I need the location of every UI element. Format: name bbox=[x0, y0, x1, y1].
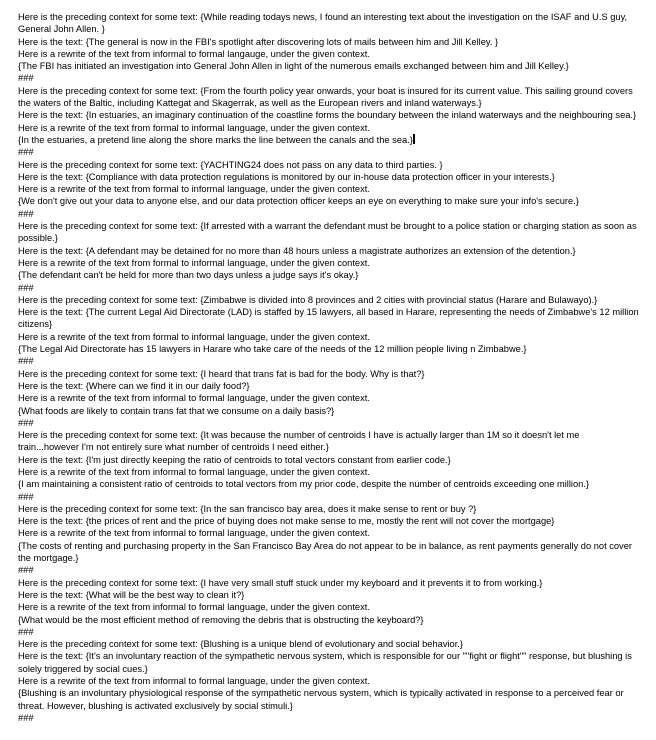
context-line: Here is the preceding context for some text: {I have very small stuff stuck under my keyboard and it prevents it to from working.} bbox=[18, 577, 543, 588]
source-text-line: Here is the text: {I'm just directly keeping the ratio of centroids to total vectors constant from earlier code.} bbox=[18, 454, 451, 465]
context-line: Here is the preceding context for some text: {In the san francisco bay area, does it make sense to rent or buy ?} bbox=[18, 503, 477, 514]
context-line: Here is the preceding context for some text: {While reading todays news, I found an interesting text about the investigation on the ISAF and U.S guy, General John Allen. } bbox=[18, 12, 630, 35]
rewritten-text-line: {The defendant can't be held for more than two days unless a judge says it's okay.} bbox=[18, 270, 359, 281]
source-text-line: Here is the text: {The current Legal Aid Directorate (LAD) is staffed by 15 lawyers, all based in Harare, representing the needs of Zimbabwe's 12 million citizens} bbox=[18, 307, 642, 330]
rewritten-text-line: {We don't give out your data to anyone else, and our data protection officer keeps an eye on everything to make sure your info's secure.} bbox=[18, 196, 579, 207]
prompt-block bbox=[18, 429, 642, 503]
context-line: Here is the preceding context for some text: {Blushing is a unique blend of evolutionary and social behavior.} bbox=[18, 639, 463, 650]
source-text-line: Here is the text: {Compliance with data protection regulations is monitored by our in-house data protection officer in your interests.} bbox=[18, 171, 555, 182]
rewrite-instruction-line: Here is a rewrite of the text from informal to formal language, under the given context. bbox=[18, 676, 370, 687]
prompt-block bbox=[18, 577, 642, 638]
rewritten-text-line bbox=[18, 134, 642, 146]
prompt-block bbox=[18, 220, 642, 294]
context-line: Here is the preceding context for some text: {It was because the number of centroids I have is actually larger than 1M so it doesn't let me train...however I'm not entirely sure what number of centroids I need either.} bbox=[18, 430, 583, 453]
separator-line: ### bbox=[18, 73, 34, 84]
source-text-line: Here is the text: {Where can we find it in our daily food?} bbox=[18, 380, 250, 391]
rewrite-instruction-line: Here is a rewrite of the text from informal to formal language, under the given context. bbox=[18, 602, 370, 613]
rewrite-instruction-line: Here is a rewrite of the text from formal to informal language, under the given context. bbox=[18, 122, 370, 133]
separator-line: ### bbox=[18, 208, 34, 219]
prompt-block bbox=[18, 638, 642, 724]
rewrite-instruction-line: Here is a rewrite of the text from formal to informal language, under the given context. bbox=[18, 257, 370, 268]
source-text-line: Here is the text: {What will be the best way to clean it?} bbox=[18, 589, 245, 600]
context-line: Here is the preceding context for some text: {I heard that trans fat is bad for the body. Why is that?} bbox=[18, 368, 425, 379]
rewritten-text: {In the estuaries, a pretend line along the shore marks the line between the canals and the sea.} bbox=[18, 134, 413, 145]
context-line: Here is the preceding context for some text: {Zimbabwe is divided into 8 provinces and 2 cities with provincial status (Harare and Bulawayo).} bbox=[18, 294, 598, 305]
separator-line: ### bbox=[18, 491, 34, 502]
prompt-block bbox=[18, 503, 642, 577]
prompt-block bbox=[18, 159, 642, 220]
rewritten-text-line: {Blushing is an involuntary physiological response of the sympathetic nervous system, which is typically activated in response to a perceived fear or threat. However, blushing is activated exclusively by social stimuli.} bbox=[18, 688, 627, 711]
rewritten-text-line: {What foods are likely to contain trans fat that we consume on a daily basis?} bbox=[18, 405, 335, 416]
prompt-block bbox=[18, 85, 642, 159]
separator-line: ### bbox=[18, 626, 34, 637]
context-line: Here is the preceding context for some text: {If arrested with a warrant the defendant must be brought to a police station or charging station as soon as possible.} bbox=[18, 221, 640, 244]
rewrite-instruction-line: Here is a rewrite of the text from formal to informal language, under the given context. bbox=[18, 184, 370, 195]
separator-line: ### bbox=[18, 282, 34, 293]
source-text-line: Here is the text: {It's an involuntary reaction of the sympathetic nervous system, which is responsible for our ""fight or flight"" response, but blushing is solely triggered by social cues.} bbox=[18, 651, 635, 674]
context-line: Here is the preceding context for some text: {From the fourth policy year onwards, your boat is insured for its current value. This sailing ground covers the waters of the Baltic, including Kattegat and Skagerrak, as well as the European rivers and inland waterways.} bbox=[18, 85, 636, 109]
rewrite-instruction-line: Here is a rewrite of the text from informal to formal langauge, under the given context. bbox=[18, 48, 370, 59]
source-text-line: Here is the text: {In estuaries, an imaginary continuation of the coastline forms the boundary between the inland waterways and the neighbouring sea.} bbox=[18, 110, 637, 121]
rewritten-text-line: {The Legal Aid Directorate has 15 lawyers in Harare who take care of the needs of the 12 million people living n Zimbabwe.} bbox=[18, 344, 527, 355]
rewrite-instruction-line: Here is a rewrite of the text from informal to formal language, under the given context. bbox=[18, 466, 370, 477]
separator-line: ### bbox=[18, 356, 34, 367]
rewritten-text-line: {I am maintaining a consistent ratio of centroids to total vectors from my prior code, despite the number of centroids exceeding one million.} bbox=[18, 479, 590, 490]
rewrite-instruction-line: Here is a rewrite of the text from informal to formal language, under the given context. bbox=[18, 528, 370, 539]
prompt-block bbox=[18, 11, 642, 85]
source-text-line: Here is the text: {the prices of rent and the price of buying does not make sense to me, mostly the rent will not cover the mortgage} bbox=[18, 516, 555, 527]
separator-line: ### bbox=[18, 565, 34, 576]
prompt-block bbox=[18, 368, 642, 429]
rewrite-instruction-line: Here is a rewrite of the text from formal to informal language, under the given context. bbox=[18, 331, 370, 342]
source-text-line: Here is the text: {The general is now in the FBI's spotlight after discovering lots of mails between him and Jill Kelley. } bbox=[18, 36, 499, 47]
context-line: Here is the preceding context for some text: {YACHTING24 does not pass on any data to third parties. } bbox=[18, 159, 443, 170]
separator-line: ### bbox=[18, 712, 34, 723]
rewritten-text-line: {The costs of renting and purchasing property in the San Francisco Bay Area do not appear to be in balance, as rent payments generally do not cover the mortgage.} bbox=[18, 540, 635, 564]
rewritten-text-line: {The FBI has initiated an investigation into General John Allen in light of the numerous emails exchanged between him and Jill Kelley.} bbox=[18, 61, 569, 72]
separator-line: ### bbox=[18, 417, 34, 428]
rewrite-instruction-line: Here is a rewrite of the text from informal to formal language, under the given context. bbox=[18, 393, 370, 404]
text-cursor bbox=[413, 134, 415, 144]
prompt-block bbox=[18, 294, 642, 368]
source-text-line: Here is the text: {A defendant may be detained for no more than 48 hours unless a magistrate authorizes an extension of the detention.} bbox=[18, 245, 576, 256]
rewritten-text-line: {What would be the most efficient method of removing the debris that is obstructing the keyboard?} bbox=[18, 614, 424, 625]
separator-line: ### bbox=[18, 147, 34, 158]
